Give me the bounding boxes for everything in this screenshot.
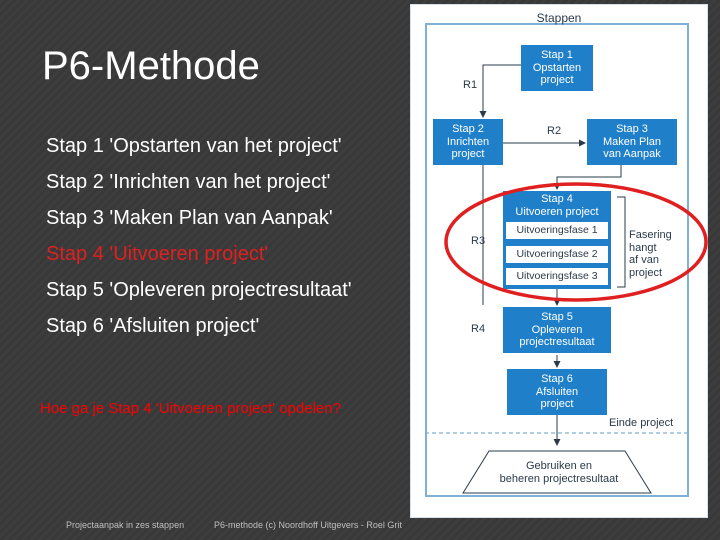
step-item-3: Stap 3 'Maken Plan van Aanpak' bbox=[46, 207, 333, 229]
stap6-box bbox=[507, 369, 607, 415]
stap3-box bbox=[587, 119, 677, 165]
phase-1: Uitvoeringsfase 1 bbox=[505, 221, 609, 240]
stap5-line2: Opleveren bbox=[531, 323, 583, 336]
stap2-box bbox=[433, 119, 503, 165]
step-item-2: Stap 2 'Inrichten van het project' bbox=[46, 171, 331, 193]
footer-left: Projectaanpak in zes stappen bbox=[66, 520, 185, 530]
stap1-line1: Stap 1 bbox=[541, 49, 573, 62]
step-item-6: Stap 6 'Afsluiten project' bbox=[46, 315, 260, 337]
diagram-header: Stappen bbox=[536, 11, 582, 25]
slide-title: P6-Methode bbox=[42, 44, 260, 88]
stap6-line3: project bbox=[540, 398, 574, 411]
use-line1: Gebruiken en bbox=[525, 460, 593, 472]
use-line2: beheren projectresultaat bbox=[499, 473, 619, 485]
note-line2: hangt bbox=[629, 241, 657, 254]
footer-credit: P6-methode (c) Noordhoff Uitgevers - Roel Grit bbox=[214, 520, 402, 530]
step-item-4: Stap 4 'Uitvoeren project' bbox=[46, 243, 269, 265]
highlight-ellipse bbox=[440, 178, 712, 308]
phase-3: Uitvoeringsfase 3 bbox=[505, 267, 609, 286]
end-project-label: Einde project bbox=[609, 417, 674, 429]
stap1-box bbox=[521, 45, 593, 91]
r3-label: R3 bbox=[471, 235, 486, 247]
stap5-box bbox=[503, 307, 611, 353]
stap1-line2: Opstarten bbox=[532, 61, 582, 74]
r1-label: R1 bbox=[463, 79, 478, 91]
question-text: Hoe ga je Stap 4 'Uitvoeren project' opdelen? bbox=[40, 400, 341, 417]
note-line4: project bbox=[629, 266, 663, 279]
stap4-line1: Stap 4 bbox=[541, 193, 573, 205]
stap3-line3: van Aanpak bbox=[603, 148, 661, 161]
stap2-line2: Inrichten bbox=[446, 135, 490, 148]
use-label bbox=[471, 460, 647, 486]
step-item-5: Stap 5 'Opleveren projectresultaat' bbox=[46, 279, 352, 301]
stap3-line2: Maken Plan bbox=[602, 135, 662, 148]
stap6-line1: Stap 6 bbox=[541, 373, 573, 386]
r2-label: R2 bbox=[547, 125, 562, 137]
note-line1: Fasering bbox=[629, 229, 672, 241]
stap1-line3: project bbox=[540, 74, 574, 87]
connector-r1 bbox=[483, 65, 521, 117]
stap2-line1: Stap 2 bbox=[452, 123, 484, 136]
stap6-line2: Afsluiten bbox=[535, 385, 579, 398]
stap5-line1: Stap 5 bbox=[541, 311, 573, 324]
step-item-1: Stap 1 'Opstarten van het project' bbox=[46, 135, 342, 157]
stap2-line3: project bbox=[451, 148, 485, 161]
phase-2: Uitvoeringsfase 2 bbox=[505, 245, 609, 264]
note-line3: af van bbox=[629, 254, 659, 266]
step-list bbox=[46, 131, 352, 347]
stap5-line3: projectresultaat bbox=[519, 336, 595, 349]
stap3-line1: Stap 3 bbox=[616, 123, 648, 136]
r4-label: R4 bbox=[471, 323, 486, 335]
stap4-line2: Uitvoeren project bbox=[515, 205, 599, 218]
